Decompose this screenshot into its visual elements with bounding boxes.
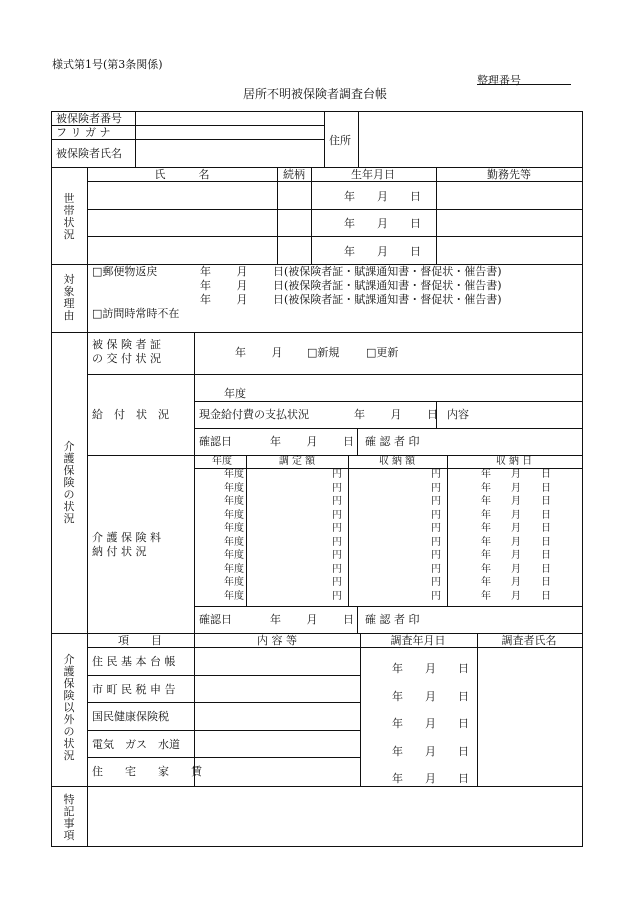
premium-row-assessed: 円 <box>332 536 342 548</box>
premium-row-date: 年 月 日 <box>481 577 551 588</box>
premium-row-date: 年 月 日 <box>481 590 551 602</box>
premium-row-year: 年度 <box>224 550 244 561</box>
rule <box>87 374 582 375</box>
premium-row-assessed: 円 <box>332 577 342 588</box>
payment-date: 年 月 日 <box>354 408 438 421</box>
rule <box>194 606 582 607</box>
document-title: 居所不明被保険者調査台帳 <box>242 87 387 101</box>
household-row-birthdate: 年 月 日 <box>344 245 421 258</box>
insured-name-field[interactable] <box>136 140 323 166</box>
address-label: 住所 <box>329 134 351 147</box>
address-field[interactable] <box>359 113 581 166</box>
card-renew-checkbox[interactable]: □更新 <box>366 346 399 359</box>
furigana-field[interactable] <box>136 126 323 138</box>
premium-row-date: 年 月 日 <box>481 563 551 575</box>
household-col-name: 氏 名 <box>154 168 210 181</box>
card-issue-date: 年 月 <box>235 346 283 359</box>
content-label: 内容 <box>447 408 469 421</box>
premium-row-paid: 円 <box>431 590 441 602</box>
premium-row-assessed: 円 <box>332 523 342 534</box>
reason-section-label: 対象理由 <box>63 273 75 322</box>
other-survey-date: 年 月 日 <box>392 717 469 730</box>
rule <box>246 455 247 606</box>
premium-row-date: 年 月 日 <box>481 469 551 480</box>
household-col-relation: 続柄 <box>283 168 305 181</box>
premium-row-year: 年度 <box>224 496 244 507</box>
premium-confirm-date: 年 月 日 <box>270 613 354 626</box>
other-col-surveyor: 調査者氏名 <box>501 634 557 647</box>
premium-row-date: 年 月 日 <box>481 550 551 561</box>
premium-row-date: 年 月 日 <box>481 536 551 548</box>
premium-row-assessed: 円 <box>332 469 342 480</box>
returned-mail-checkbox[interactable]: □郵便物返戻 <box>92 265 158 278</box>
rule <box>324 112 325 167</box>
household-section-label: 世帯状況 <box>63 192 75 241</box>
rule <box>477 633 478 786</box>
rule <box>87 730 360 731</box>
other-col-survey-date: 調査年月日 <box>390 634 446 647</box>
other-item: 住 宅 家 賃 <box>92 765 202 778</box>
insured-number-label: 被保険者番号 <box>56 112 122 125</box>
premium-row-year: 年度 <box>224 469 244 480</box>
reason-date-row: 年 月 日(被保険者証・賦課通知書・督促状・催告書) <box>200 293 502 306</box>
rule <box>52 332 582 333</box>
insured-number-field[interactable] <box>136 113 323 125</box>
rule <box>360 633 361 786</box>
benefit-confirm-date-label: 確認日 <box>199 435 232 448</box>
premium-row-year: 年度 <box>224 577 244 588</box>
premium-col-year: 年度 <box>212 456 232 467</box>
other-item: 市 町 民 税 申 告 <box>92 683 176 696</box>
rule <box>357 428 358 455</box>
other-survey-date: 年 月 日 <box>392 662 469 675</box>
rule <box>277 167 278 264</box>
reference-number-label: 整理番号 <box>477 74 521 87</box>
premium-row-paid: 円 <box>431 482 441 494</box>
premium-row-date: 年 月 日 <box>481 496 551 507</box>
rule <box>194 633 195 786</box>
rule <box>357 606 358 633</box>
premium-status-label: 納 付 状 況 <box>92 545 147 558</box>
other-survey-date: 年 月 日 <box>392 690 469 703</box>
other-section-label: 介護保険以外の状況 <box>63 653 75 762</box>
premium-row-year: 年度 <box>224 563 244 575</box>
other-item: 国民健康保険税 <box>92 710 169 723</box>
other-col-item: 項 目 <box>118 634 162 647</box>
premium-row-date: 年 月 日 <box>481 509 551 521</box>
premium-col-assessed: 調 定 額 <box>278 456 316 467</box>
premium-row-paid: 円 <box>431 577 441 588</box>
rule <box>87 647 582 648</box>
premium-row-assessed: 円 <box>332 482 342 494</box>
other-col-content: 内 容 等 <box>257 634 297 647</box>
benefit-status-label: 給 付 状 況 <box>92 408 169 421</box>
household-col-workplace: 勤務先等 <box>487 168 531 181</box>
premium-col-paid-date: 収 納 日 <box>495 456 533 467</box>
premium-row-year: 年度 <box>224 523 244 534</box>
premium-row-assessed: 円 <box>332 509 342 521</box>
premium-row-assessed: 円 <box>332 496 342 507</box>
rule <box>87 702 360 703</box>
rule <box>447 455 448 606</box>
rule <box>194 428 582 429</box>
reason-date-row: 年 月 日(被保険者証・賦課通知書・督促状・催告書) <box>200 279 502 292</box>
rule <box>311 167 312 264</box>
benefit-confirmer-seal-label: 確 認 者 印 <box>365 435 420 448</box>
rule <box>194 332 195 633</box>
rule <box>87 675 360 676</box>
insured-name-label: 被保険者氏名 <box>56 147 122 160</box>
premium-status-label: 介 護 保 険 料 <box>92 531 161 544</box>
rule <box>436 167 437 264</box>
premium-row-paid: 円 <box>431 550 441 561</box>
card-new-checkbox[interactable]: □新規 <box>307 346 340 359</box>
cash-payment-label: 現金給付費の支払状況 <box>199 408 309 421</box>
card-issue-label: 被 保 険 者 証 <box>92 338 161 351</box>
notes-field[interactable] <box>88 787 581 845</box>
form-id: 様式第1号(第3条関係) <box>52 58 163 71</box>
premium-row-assessed: 円 <box>332 590 342 602</box>
household-col-birthdate: 生年月日 <box>351 168 395 181</box>
absent-visit-checkbox[interactable]: □訪問時常時不在 <box>92 307 180 320</box>
premium-row-year: 年度 <box>224 590 244 602</box>
benefit-confirm-date: 年 月 日 <box>270 435 354 448</box>
premium-confirmer-seal-label: 確 認 者 印 <box>365 613 420 626</box>
premium-row-assessed: 円 <box>332 550 342 561</box>
premium-row-paid: 円 <box>431 563 441 575</box>
premium-row-date: 年 月 日 <box>481 482 551 494</box>
benefit-fiscal-year: 年度 <box>224 387 246 400</box>
premium-row-paid: 円 <box>431 523 441 534</box>
household-row-birthdate: 年 月 日 <box>344 190 421 203</box>
care-section-label: 介護保険の状況 <box>63 440 75 525</box>
premium-row-paid: 円 <box>431 496 441 507</box>
premium-row-paid: 円 <box>431 509 441 521</box>
premium-row-year: 年度 <box>224 536 244 548</box>
rule <box>87 236 582 237</box>
rule <box>348 455 349 606</box>
rule <box>87 167 88 846</box>
premium-row-year: 年度 <box>224 482 244 494</box>
premium-col-paid: 収 納 額 <box>378 456 416 467</box>
other-survey-date: 年 月 日 <box>392 745 469 758</box>
other-item: 電気 ガス 水道 <box>92 738 180 751</box>
rule <box>194 401 582 402</box>
premium-row-date: 年 月 日 <box>481 523 551 534</box>
premium-row-paid: 円 <box>431 536 441 548</box>
premium-row-paid: 円 <box>431 469 441 480</box>
reason-date-row: 年 月 日(被保険者証・賦課通知書・督促状・催告書) <box>200 265 502 278</box>
premium-confirm-date-label: 確認日 <box>199 613 232 626</box>
other-item: 住 民 基 本 台 帳 <box>92 655 176 668</box>
rule <box>87 181 582 182</box>
household-row-birthdate: 年 月 日 <box>344 217 421 230</box>
rule <box>87 757 360 758</box>
other-survey-date: 年 月 日 <box>392 772 469 785</box>
rule <box>87 209 582 210</box>
furigana-label: フ リ ガ ナ <box>56 126 111 139</box>
survey-form <box>51 111 583 847</box>
premium-row-year: 年度 <box>224 509 244 521</box>
notes-section-label: 特記事項 <box>63 793 75 842</box>
premium-row-assessed: 円 <box>332 563 342 575</box>
card-issue-label: の 交 付 状 況 <box>92 352 161 365</box>
